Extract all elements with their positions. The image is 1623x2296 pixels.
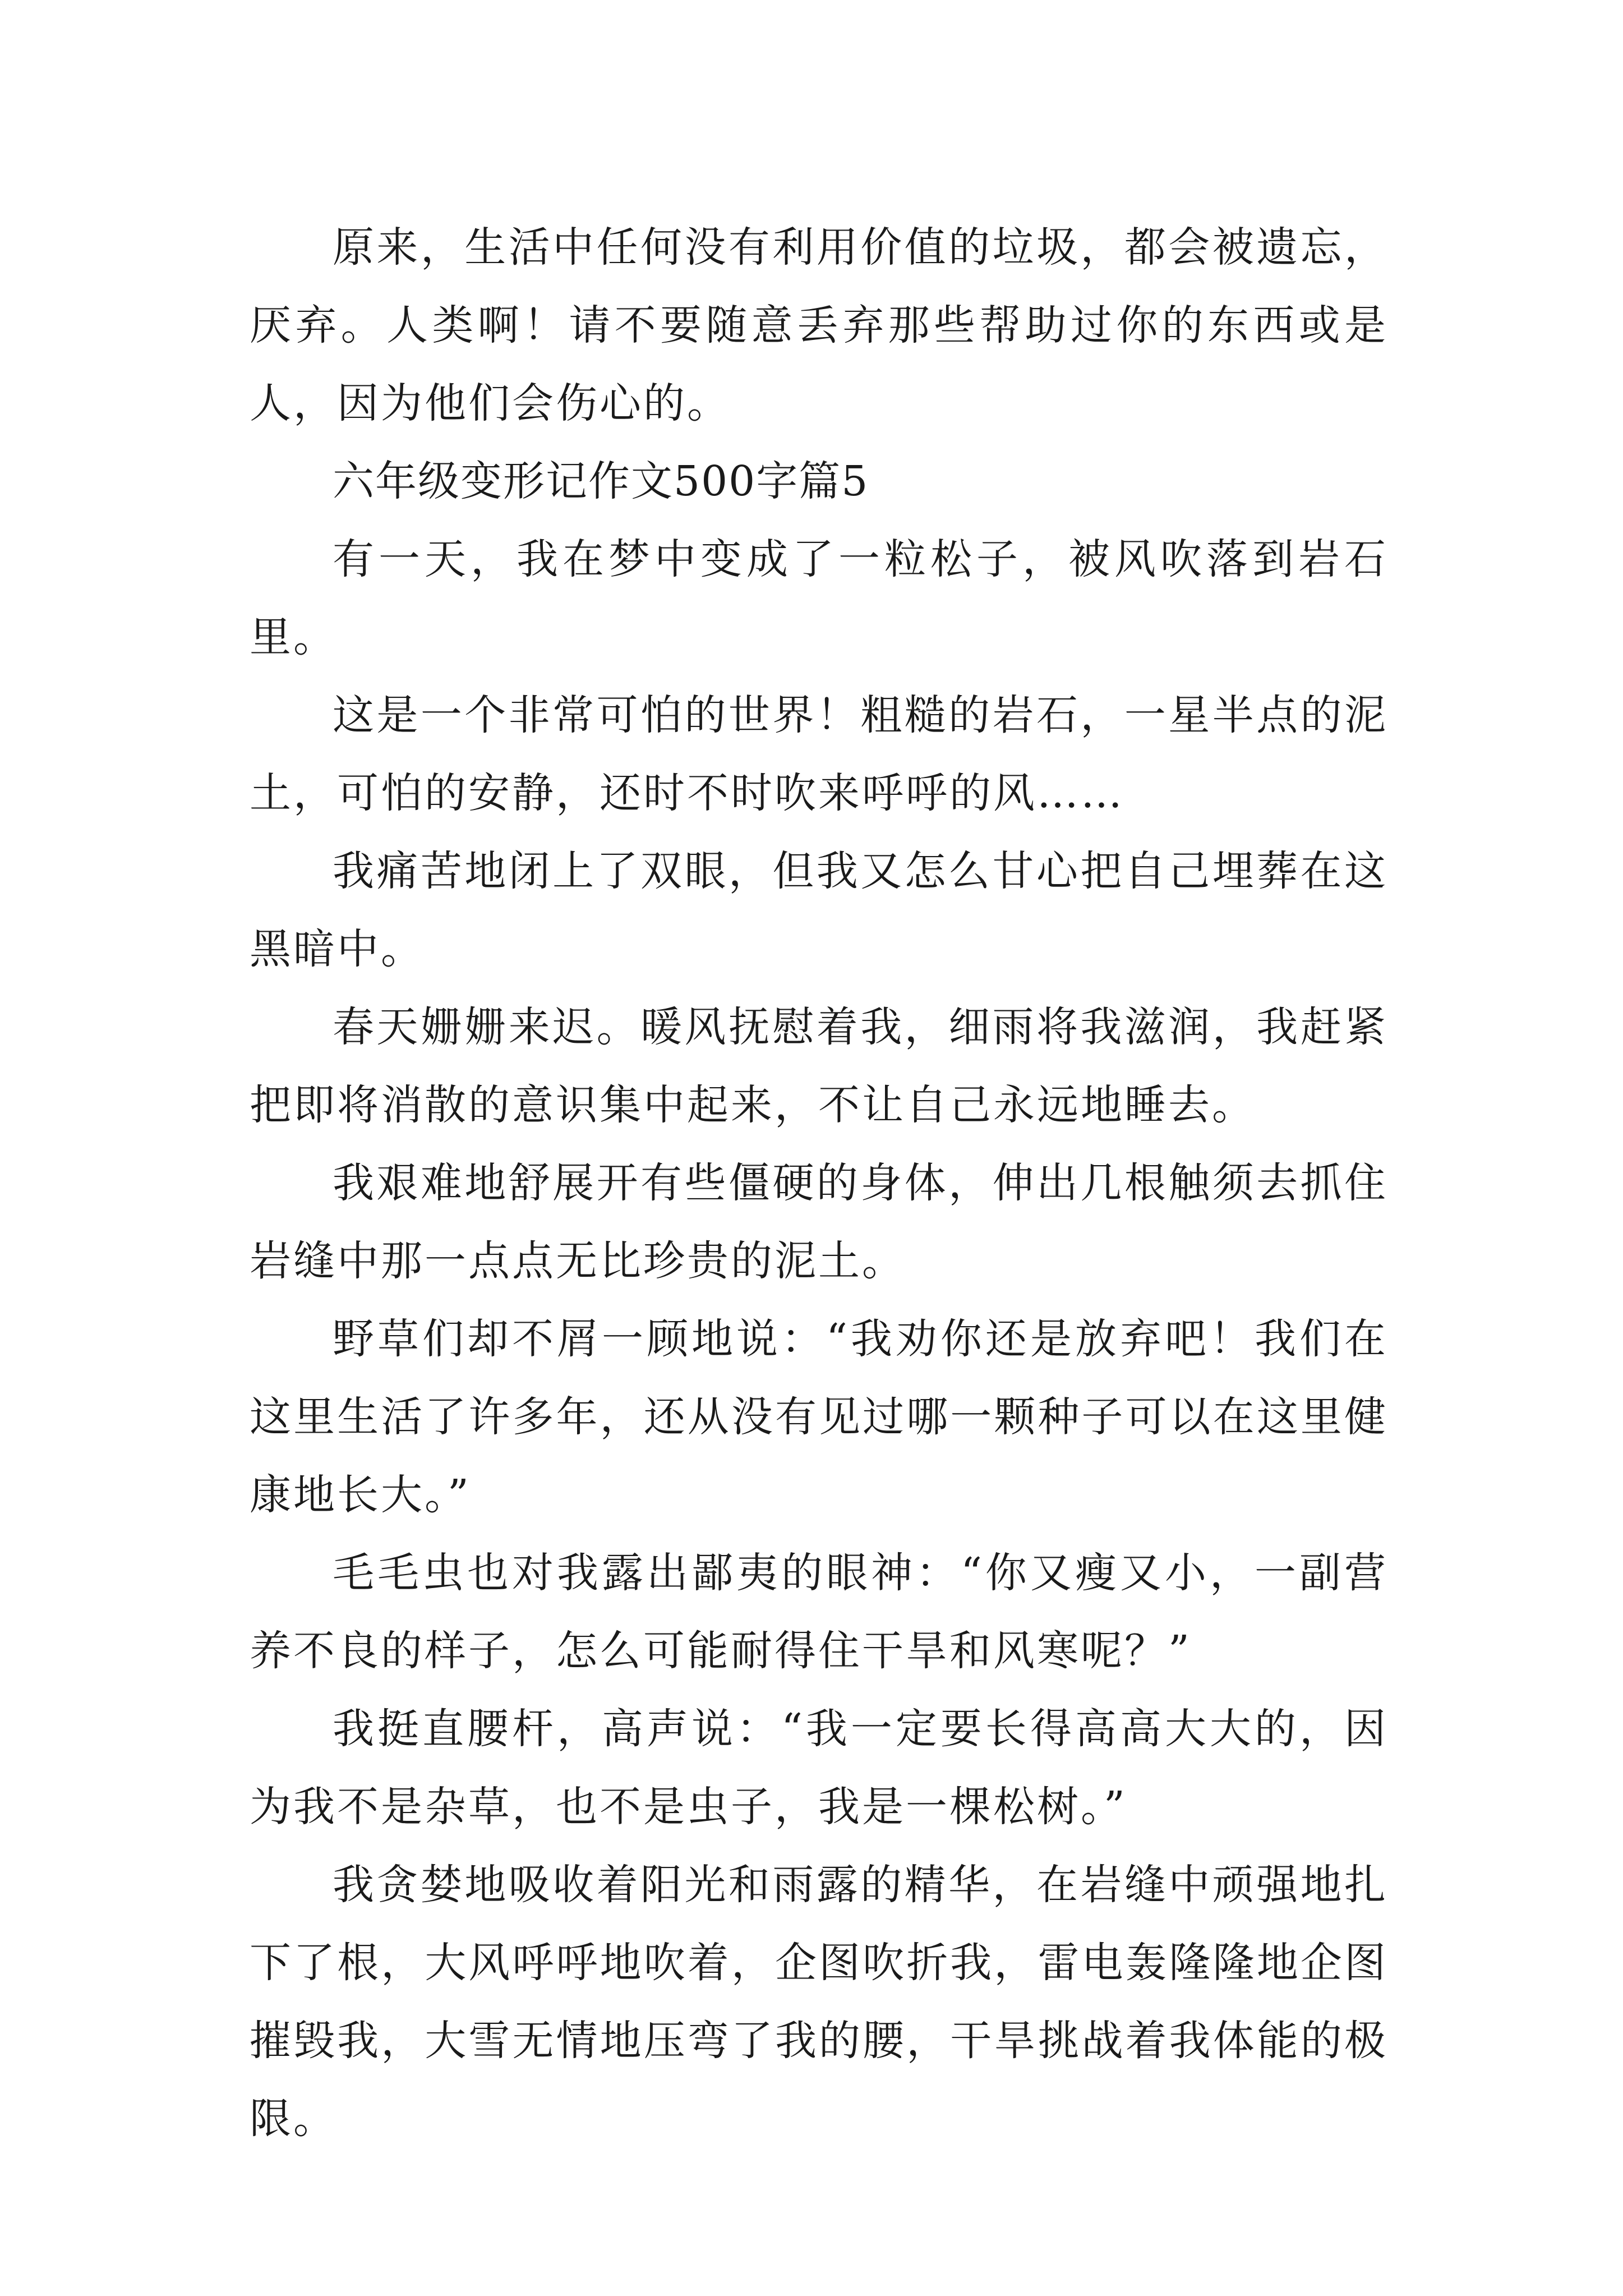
paragraph: 毛毛虫也对我露出鄙夷的眼神：“你又瘦又小，一副营养不良的样子，怎么可能耐得住干旱和风寒呢？” <box>250 1549 1388 1675</box>
section-heading: 六年级变形记作文500字篇5 <box>333 457 869 505</box>
paragraph: 我艰难地舒展开有些僵硬的身体，伸出几根触须去抓住岩缝中那一点点无比珍贵的泥土。 <box>250 1159 1388 1285</box>
paragraph: 这是一个非常可怕的世界！粗糙的岩石，一星半点的泥土，可怕的安静，还时不时吹来呼呼的风…… <box>250 691 1388 817</box>
paragraph: 我挺直腰杆，高声说：“我一定要长得高高大大的，因为我不是杂草，也不是虫子，我是一棵松树。” <box>250 1705 1388 1831</box>
paragraph: 我贪婪地吸收着阳光和雨露的精华，在岩缝中顽强地扎下了根，大风呼呼地吹着，企图吹折我，雷电轰隆隆地企图摧毁我，大雪无情地压弯了我的腰，干旱挑战着我体能的极限。 <box>250 1861 1388 2143</box>
paragraph: 我痛苦地闭上了双眼，但我又怎么甘心把自己埋葬在这黑暗中。 <box>250 847 1388 973</box>
paragraph-conclusion: 原来，生活中任何没有利用价值的垃圾，都会被遗忘，厌弃。人类啊！请不要随意丢弃那些帮助过你的东西或是人，因为他们会伤心的。 <box>250 223 1388 427</box>
paragraph: 野草们却不屑一顾地说：“我劝你还是放弃吧！我们在这里生活了许多年，还从没有见过哪一颗种子可以在这里健康地长大。” <box>250 1315 1388 1519</box>
paragraph: 春天姗姗来迟。暖风抚慰着我，细雨将我滋润，我赶紧把即将消散的意识集中起来，不让自己永远地睡去。 <box>250 1003 1388 1129</box>
paragraph: 有一天，我在梦中变成了一粒松子，被风吹落到岩石里。 <box>250 535 1388 661</box>
document-body <box>250 209 1388 2158</box>
